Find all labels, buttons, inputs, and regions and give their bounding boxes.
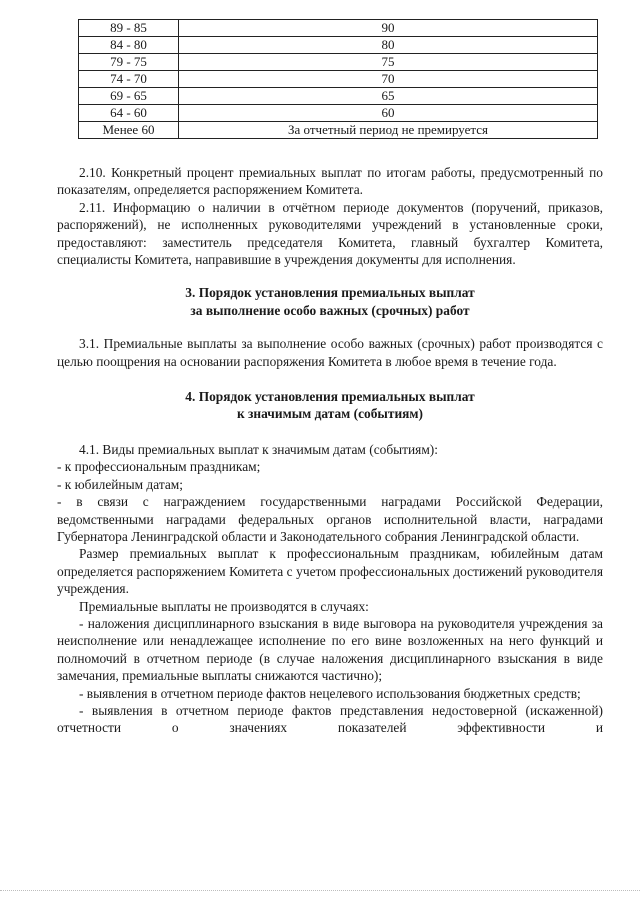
premium-percent-cell: 80 [179,37,598,54]
document-text [57,164,603,737]
score-range-cell: 74 - 70 [79,71,179,88]
score-range-cell: Менее 60 [79,122,179,139]
paragraph-2-10: 2.10. Конкретный процент премиальных выплат по итогам работы, предусмотренный по показателям, определяется распоряжением Комитета. [57,165,603,198]
paragraph-size-of-payments: Размер премиальных выплат к профессиональным праздникам, юбилейным датам определяется распоряжением Комитета с учетом профессиональных достижений руководителя учреждения. [57,546,603,597]
table-row [79,54,598,71]
score-range-cell: 84 - 80 [79,37,179,54]
section-4-title-line1: 4. Порядок установления премиальных выплат [185,389,475,405]
score-range-cell: 89 - 85 [79,20,179,37]
premium-percent-cell: 60 [179,105,598,122]
list-item-state-awards: - в связи с награждением государственными наградами Российской Федерации, ведомственными наградами федеральных органов исполнительной власти, наградами Губернатора Ленинградской области и Законодательного собрания Ленинградской области. [57,494,603,544]
table-row [79,37,598,54]
section-3-title-line1: 3. Порядок установления премиальных выплат [185,285,475,301]
paragraph-4-1: 4.1. Виды премиальных выплат к значимым датам (событиям): [79,441,438,457]
table-row [79,105,598,122]
paragraph-3-1: 3.1. Премиальные выплаты за выполнение особо важных (срочных) работ производятся с целью поощрения на основании распоряжения Комитета в любое время в течение года. [57,336,603,369]
section-4-title-line2: к значимым датам (событиям) [236,406,424,422]
premium-percent-cell: За отчетный период не премируется [179,122,598,139]
score-range-cell: 64 - 60 [79,105,179,122]
score-range-cell: 69 - 65 [79,88,179,105]
table-row [79,88,598,105]
list-item-professional-holidays: - к профессиональным праздникам; [57,459,261,475]
paragraph-not-paid: Премиальные выплаты не производятся в случаях: [79,598,369,614]
case-misuse-of-funds: - выявления в отчетном периоде фактов нецелевого использования бюджетных средств; [79,685,581,701]
table-row [79,122,598,139]
list-item-anniversaries: - к юбилейным датам; [57,476,183,492]
premium-percent-cell: 70 [179,71,598,88]
section-3-title-line2: за выполнение особо важных (срочных) работ [190,302,470,318]
premium-percent-cell: 75 [179,54,598,71]
score-range-cell: 79 - 75 [79,54,179,71]
premium-percent-cell: 65 [179,88,598,105]
case-false-reporting: - выявления в отчетном периоде фактов представления недостоверной (искаженной) отчетности о значениях показателей эффективности и [57,702,603,736]
premium-percent-cell: 90 [179,20,598,37]
table-row [79,20,598,37]
table-row [79,71,598,88]
score-table-body [79,20,598,139]
case-disciplinary-reprimand: - наложения дисциплинарного взыскания в виде выговора на руководителя учреждения за неисполнение или ненадлежащее исполнение по его вине возложенных на него функций и полномочий в отчетном периоде (в случае наложения дисциплинарного взыскания в виде замечания, премиальные выплаты снижаются частично); [57,615,603,684]
paragraph-2-11: 2.11. Информацию о наличии в отчётном периоде документов (поручений, приказов, распоряжений), не исполненных руководителями учреждений в установленные сроки, предоставляют: заместитель председателя Комитета, главный бухгалтер Комитета, специалисты Комитета, направившие в учреждения документы для исполнения. [57,199,603,268]
page-bottom-dotted-line [0,890,640,891]
score-table [78,19,598,139]
